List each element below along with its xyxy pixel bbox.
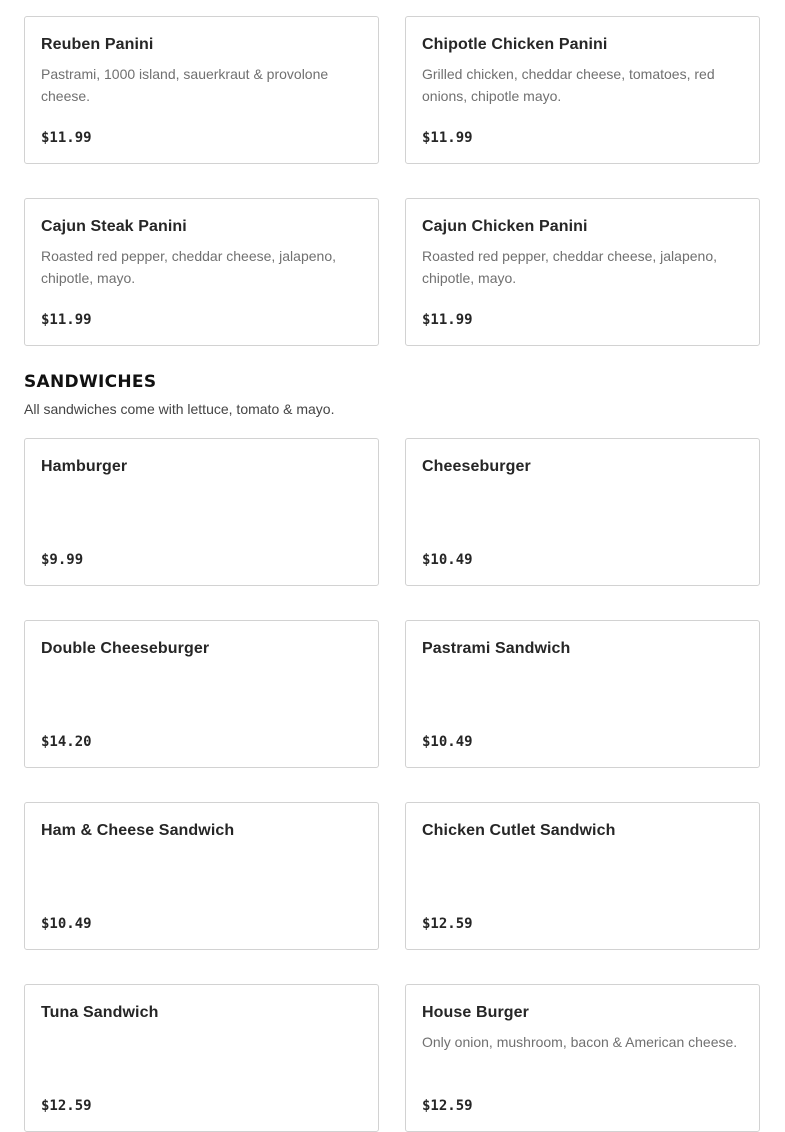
menu-item-price: $10.49: [41, 916, 92, 932]
menu-item-card[interactable]: [24, 438, 379, 586]
menu-item-price: $11.99: [422, 130, 473, 146]
menu-item-name: Chicken Cutlet Sandwich: [422, 822, 616, 839]
menu-item-name: Hamburger: [41, 458, 128, 475]
menu-item-description: Grilled chicken, cheddar cheese, tomatoes, red onions, chipotle mayo.: [422, 66, 715, 104]
menu-item-name: Pastrami Sandwich: [422, 640, 571, 657]
menu-item-card[interactable]: [405, 802, 760, 950]
menu-item-description: Roasted red pepper, cheddar cheese, jalapeno, chipotle, mayo.: [41, 248, 336, 286]
menu-item-card[interactable]: [24, 984, 379, 1132]
menu-item-price: $11.99: [41, 130, 92, 146]
menu-item-price: $11.99: [422, 312, 473, 328]
menu-item-card[interactable]: [405, 984, 760, 1132]
section-title: SANDWICHES: [24, 372, 157, 392]
menu-item-price: $14.20: [41, 734, 92, 750]
menu-item-card[interactable]: [24, 802, 379, 950]
menu-item-price: $11.99: [41, 312, 92, 328]
menu-item-description: Roasted red pepper, cheddar cheese, jalapeno, chipotle, mayo.: [422, 248, 717, 286]
menu-item-name: Cajun Chicken Panini: [422, 218, 588, 235]
menu-item-card[interactable]: [24, 198, 379, 346]
menu-item-name: Cheeseburger: [422, 458, 531, 475]
menu-item-description: Only onion, mushroom, bacon & American cheese.: [422, 1034, 738, 1050]
menu-item-card[interactable]: [405, 620, 760, 768]
menu-item-price: $9.99: [41, 552, 84, 568]
menu-item-price: $10.49: [422, 734, 473, 750]
menu-item-name: Chipotle Chicken Panini: [422, 36, 608, 53]
menu-item-card[interactable]: [405, 438, 760, 586]
menu-item-price: $12.59: [422, 1098, 473, 1114]
menu-item-price: $12.59: [422, 916, 473, 932]
menu-item-price: $10.49: [422, 552, 473, 568]
menu-item-card[interactable]: [24, 620, 379, 768]
menu-item-card[interactable]: [405, 16, 760, 164]
menu-item-name: Tuna Sandwich: [41, 1004, 159, 1021]
menu-item-name: House Burger: [422, 1004, 529, 1021]
menu-item-name: Ham & Cheese Sandwich: [41, 822, 235, 839]
menu-item-name: Reuben Panini: [41, 36, 154, 53]
menu-item-price: $12.59: [41, 1098, 92, 1114]
menu-item-card[interactable]: [24, 16, 379, 164]
menu-item-name: Cajun Steak Panini: [41, 218, 187, 235]
menu-item-card[interactable]: [405, 198, 760, 346]
menu-item-description: Pastrami, 1000 island, sauerkraut & provolone cheese.: [41, 66, 329, 104]
menu-item-name: Double Cheeseburger: [41, 640, 210, 657]
section-description: All sandwiches come with lettuce, tomato & mayo.: [24, 401, 335, 417]
